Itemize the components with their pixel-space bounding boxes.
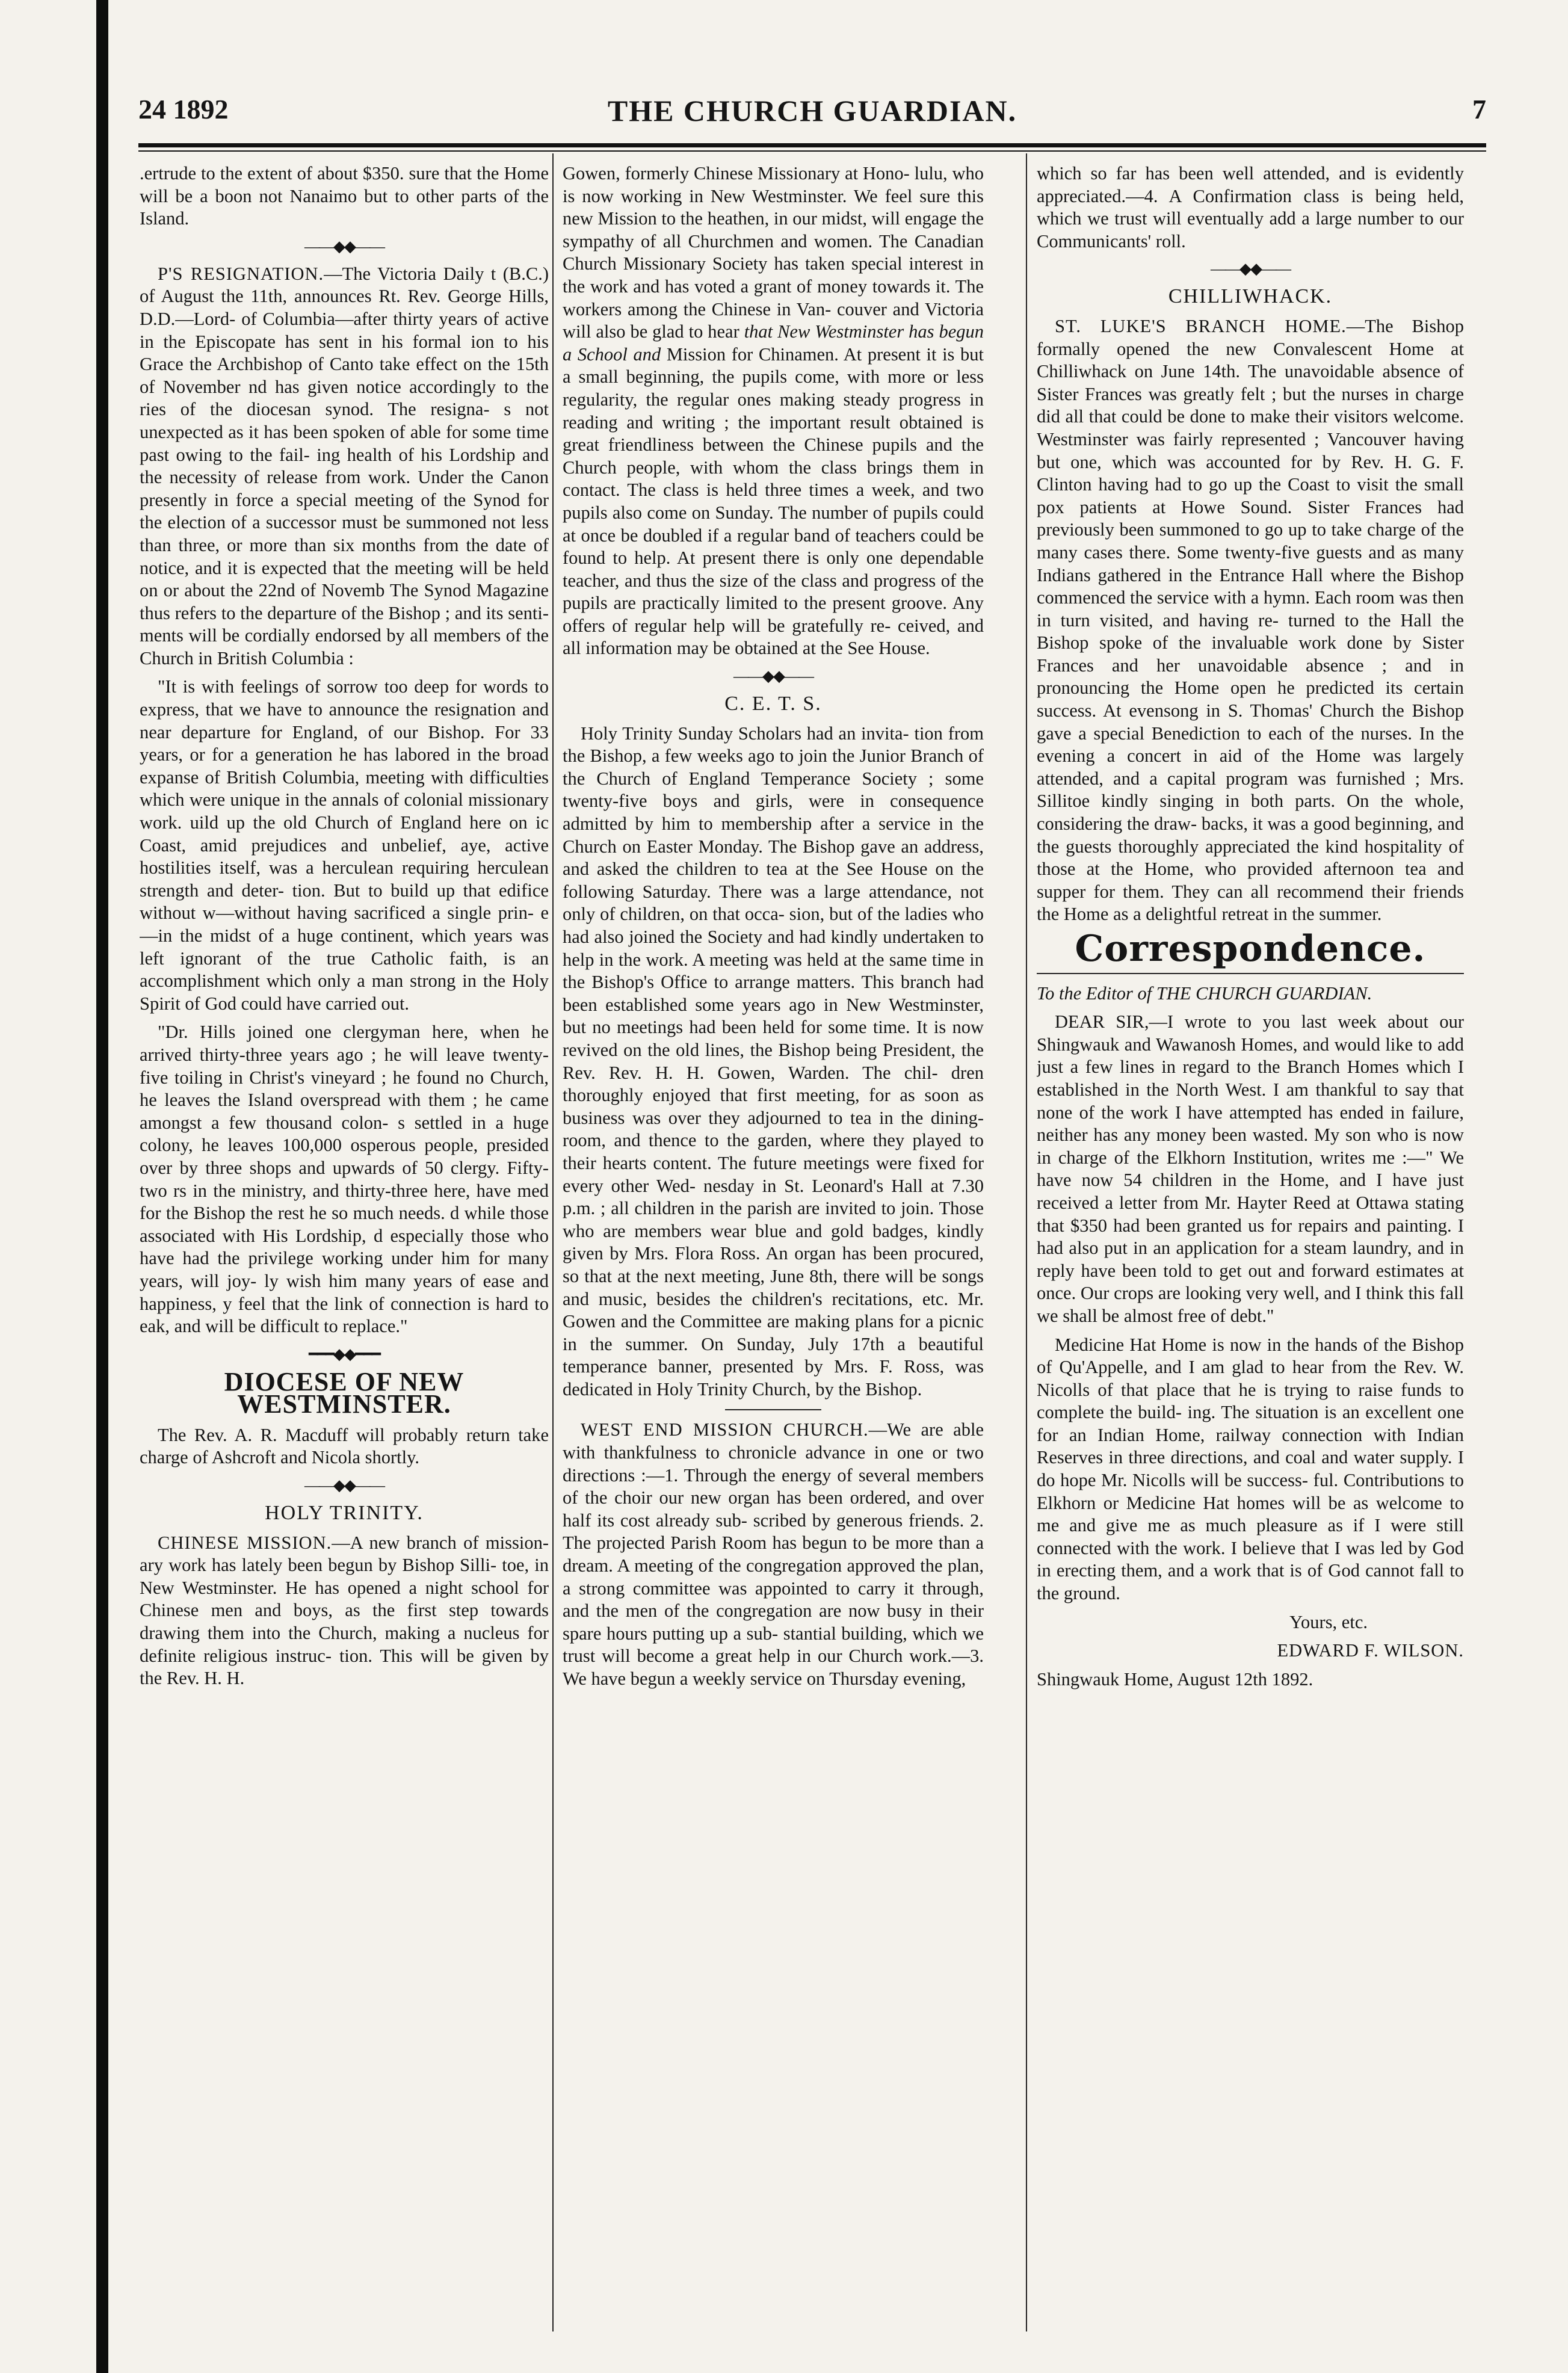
- article-paragraph: The Rev. A. R. Macduff will probably return take charge of Ashcroft and Nicola shortly.: [140, 1424, 549, 1468]
- section-heading: DIOCESE OF NEW WESTMINSTER.: [224, 1366, 465, 1419]
- section-heading: C. E. T. S.: [724, 693, 822, 715]
- quote-paragraph: "Dr. Hills joined one clergyman here, when he arrived thirty-three years ago ; he will leave twenty-five toiling in Christ's vineyard ; he found no Church, he leaves the Island overspread with them ; he came amongst a few thousand colon- s settled in a huge colony, he leaves 100,000 osperous people, presided over by three shops and upwards of 50 clergy. Fifty-two rs in the ministry, and thirty-three here, have med for the Bishop the rest he so much needs. d while those associated with His Lordship, d especially those who have had the privilege working under him for many years, will joy- ly wish him many years of ease and happiness, y feel that the link of connection is hard to eak, and will be difficult to replace.": [140, 1022, 549, 1337]
- article-text: —We are able with thankfulness to chronicle advance in one or two directions :—1. Through the energy of several members of the choir our new organ has been ordered, and over half its cost already sub- scribed by generous friends. 2. The projected Parish Room has begun to be more than a dream. A meeting of the congregation approved the plan, a strong committee was appointed to carry it through, and the men of the congregation are now busy in their spare hours putting up a sub- stantial building, which we trust will become a great help in our Church work.—3. We have begun a weekly service on Thursday evening,: [563, 1419, 984, 1689]
- article-text: Gowen, formerly Chinese Missionary at Hono- lulu, who is now working in New Westminster. We feel sure this new Mission to the heathen, in our midst, will engage the sympathy of all Churchmen and women. The Canadian Church Missionary Society has taken special interest in the work and has voted a grant of money towards it. The workers among the Chinese in Van- couver and Victoria will also be glad to hear: [563, 163, 984, 342]
- header-rule-thick: [138, 143, 1486, 147]
- header-rule-thin: [138, 150, 1486, 152]
- salutation-line: To the Editor of THE CHURCH GUARDIAN.: [1037, 983, 1372, 1004]
- article-text: Mission for Chinamen. At present it is but a small beginning, the pupils come, with more or less regularity, the regular ones making steady progress in reading and writing ; the important result obtained is great friendliness between the Chinese pupils and the Church people, with whom the class brings them in contact. The class is held three times a week, and two pupils also come on Sunday. The number of pupils could at once be doubled if a regular band of teachers could be found to help. At present there is only one dependable teacher, and thus the size of the class and progress of the pupils are practically limited to the present groove. Any offers of regular help will be gratefully re- ceived, and all information may be obtained at the See House.: [563, 344, 984, 659]
- article-paragraph: which so far has been well attended, and is evidently appreciated.—4. A Confirmation class is being held, which we trust will eventually add a large number to our Communicants' roll.: [1037, 163, 1464, 251]
- article-paragraph: [140, 263, 549, 670]
- article-text: —A new branch of mission- ary work has lately been begun by Bishop Silli- toe, in New Westminster. He has opened a night school for Chinese men and boys, as the first step towards drawing them into the Church, making a nucleus for definite religious instruc- tion. This will be given by the Rev. H. H.: [140, 1532, 549, 1689]
- letter-paragraph: DEAR SIR,—I wrote to you last week about our Shingwauk and Wawanosh Homes, and would like to add just a few lines in regard to the Branch Homes which I established in the North West. I am thankful to say that none of the work I have attempted has ended in failure, neither has any money been wasted. My son who is now in charge of the Elkhorn Institution, writes me :—" We have now 54 children in the Home, and I have just received a letter from Mr. Hayter Reed at Ottawa stating that $350 had been granted us for repairs and painting. I had also put in an application for a steam laundry, and in reply have been told to get out and forward estimates at once. Our crops are looking very well, and I think this fall we shall be almost free of debt.": [1037, 1011, 1464, 1326]
- column-1: [140, 162, 549, 2341]
- letter-closing: Yours, etc.: [1289, 1611, 1368, 1632]
- ornament-divider: ——◆◆——: [1211, 260, 1290, 278]
- section-lead: WEST END MISSION CHURCH.: [581, 1419, 869, 1440]
- section-lead: ST. LUKE'S BRANCH HOME.: [1055, 315, 1347, 336]
- article-paragraph: [1037, 315, 1464, 926]
- ornament-divider: ━━━◆◆━━━: [309, 1345, 380, 1363]
- column-divider-2: [1026, 153, 1027, 2331]
- letter-signature: EDWARD F. WILSON.: [1277, 1640, 1464, 1661]
- letter-paragraph: Medicine Hat Home is now in the hands of the Bishop of Qu'Appelle, and I am glad to hear from the Rev. W. Nicolls of that place that he is trying to raise funds to complete the build- ing. The situation is an excellent one for an Indian Home, railway connection with Indian Reserves in three directions, and coal and water supply. I do hope Mr. Nicolls will be success- ful. Contributions to Elkhorn or Medicine Hat homes will be as welcome to me and give me as much pleasure as if I were still connected with the work. I believe that I was led by God in erecting them, and a work that is of God cannot fall to the ground.: [1037, 1334, 1464, 1604]
- section-heading: HOLY TRINITY.: [265, 1502, 424, 1525]
- article-paragraph: .ertrude to the extent of about $350. sure that the Home will be a boon not Nanaimo but to other parts of the Island.: [140, 163, 549, 229]
- article-text: —The Victoria Daily t (B.C.) of August the 11th, announces Rt. Rev. George Hills, D.D.—Lord- of Columbia—after thirty years of active in the Episcopate has sent in his formal ion to his Grace the Archbishop of Canto take effect on the 15th of November nd has given notice accordingly to the ries of the diocesan synod. The resigna- s not unexpected as it has been spoken of able for some time past owing to the fail- ing health of his Lordship and the necessity of release from work. Under the Canon presently in force a special meeting of the Synod for the election of a successor must be summoned not less than three, or more than six months from the date of notice, and it is expected that the meeting will be held on or about the 22nd of Novemb The Synod Magazine thus refers to the departure of the Bishop ; and its senti- ments will be cordially endorsed by all members of the Church in British Columbia :: [140, 263, 549, 668]
- quote-paragraph: "It is with feelings of sorrow too deep for words to express, that we have to announce the resignation and near departure for England, of our Bishop. For 33 years, or for a generation he has labored in the broad expanse of British Columbia, meeting with difficulties which were unique in the annals of colonial missionary work. uild up the old Church of England here on ic Coast, amid prejudices and unbelief, aye, active hostilities itself, was a herculean requiring herculean strength and deter- tion. But to build up that edifice without w—without having sacrificed a single prin- e—in the midst of a huge continent, which years was left ignorant of the true Catholic faith, is an accomplishment which only a man strong in the Holy Spirit of God could have carried out.: [140, 676, 549, 1014]
- newspaper-title: THE CHURCH GUARDIAN.: [607, 94, 1017, 128]
- header-date: 24 1892: [138, 94, 229, 125]
- short-divider: [1037, 973, 1464, 974]
- short-divider: [725, 1409, 821, 1410]
- article-paragraph: [140, 1532, 549, 1690]
- article-paragraph: [563, 1419, 984, 1690]
- letter-place-date: Shingwauk Home, August 12th 1892.: [1037, 1668, 1313, 1689]
- section-lead: P'S RESIGNATION.: [158, 263, 324, 284]
- ornament-divider: ——◆◆——: [304, 237, 384, 255]
- page-edge-rule: [96, 0, 108, 2373]
- article-text-italic: that New Westminster has begun a School and: [563, 321, 984, 365]
- section-lead: CHINESE MISSION.: [158, 1532, 332, 1553]
- column-divider-1: [552, 153, 554, 2331]
- ornament-divider: ——◆◆——: [733, 667, 813, 685]
- column-3: [1037, 162, 1464, 2341]
- section-heading: CHILLIWHACK.: [1168, 285, 1333, 308]
- article-paragraph: Holy Trinity Sunday Scholars had an invita- tion from the Bishop, a few weeks ago to join the Junior Branch of the Church of England Temperance Society ; some twenty-five boys and girls, were in consequence admitted by him to membership after a service in the Church on Easter Monday. The Bishop gave an address, and asked the children to tea at the See House on the following Saturday. There was a large attendance, not only of children, on that occa- sion, but of the ladies who had also joined the Society and had kindly undertaken to help in the work. A meeting was held at the same time in the Bishop's Office to arrange matters. This branch had been established some years ago in New Westminster, but no meetings had been held for some time. It is now revived on the old lines, the Bishop being President, the Rev. Rev. H. H. Gowen, Warden. The chil- dren thoroughly enjoyed that first meeting, for as soon as business was over they adjourned to tea in the dining-room, and thence to the garden, where they played to their hearts content. The future meetings were fixed for every other Wed- nesday in St. Leonard's Hall at 7.30 p.m. ; all children in the parish are invited to join. Those who are members wear blue and gold badges, kindly given by Mrs. Flora Ross. An organ has been procured, so that at the next meeting, June 8th, there will be songs and music, besides the children's recitations, etc. Mr. Gowen and the Committee are making plans for a picnic in the summer. On Sunday, July 17th a beautiful temperance banner, presented by Mrs. F. Ross, was dedicated in Holy Trinity Church, by the Bishop.: [563, 723, 984, 1399]
- correspondence-heading: Correspondence.: [1075, 928, 1426, 970]
- article-paragraph: [563, 162, 984, 660]
- article-text: —The Bishop formally opened the new Convalescent Home at Chilliwhack on June 14th. The unavoidable absence of Sister Frances was greatly felt ; but the nurses in charge did all that could be done to make their visitors welcome. Westminster was fairly represented ; Vancouver having but one, which was accounted for by Rev. H. G. F. Clinton having had to go up the Coast to visit the small pox patients at Howe Sound. Sister Frances had previously been summoned to go up to take charge of the many cases there. Some twenty-five guests and as many Indians gathered in the Entrance Hall where the Bishop commenced the service with a hymn. Each room was then in turn visited, and having re- turned to the Hall the Bishop spoke of the invaluable work done by Sister Frances and her unavoidable absence ; and in pronouncing the Home open he predicted its certain success. At evensong in S. Thomas' Church the Bishop gave a special Benediction to each of the nurses. In the evening a concert in aid of the Home was largely attended, and a capital program was furnished ; Mrs. Sillitoe kindly singing in both parts. On the whole, considering the draw- backs, it was a good beginning, and the guests thoroughly appreciated the kind hospitality of those at the Home, who provided afternoon tea and supper for them. They can all recommend their friends the Home as a delightful retreat in the summer.: [1037, 315, 1464, 925]
- ornament-divider: ——◆◆——: [304, 1477, 384, 1495]
- column-2: [563, 162, 984, 2341]
- page-header: [138, 93, 1486, 141]
- page-number: 7: [1472, 94, 1486, 125]
